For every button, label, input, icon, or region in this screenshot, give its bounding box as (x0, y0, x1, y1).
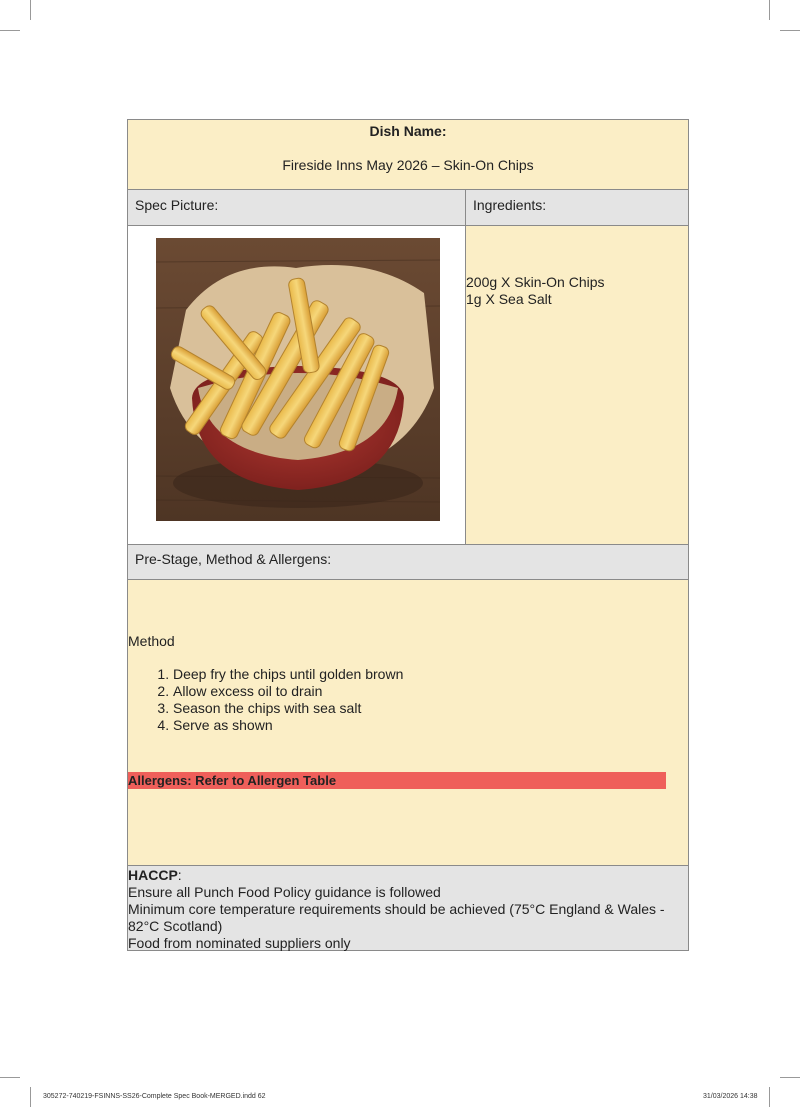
ingredient-line: 1g X Sea Salt (466, 291, 552, 307)
spec-picture-cell (128, 226, 466, 544)
method-step: 1. Deep fry the chips until golden brown (173, 666, 403, 683)
spec-sheet-table (127, 119, 689, 951)
prestage-header: Pre-Stage, Method & Allergens: (128, 545, 688, 580)
ingredients-cell (466, 226, 688, 544)
crop-mark (769, 0, 770, 20)
dish-name-label: Dish Name: (369, 123, 447, 139)
crop-mark (0, 1077, 20, 1078)
ingredients-header: Ingredients: (473, 197, 547, 213)
picture-ingredients-row (128, 226, 688, 545)
footer-timestamp: 31/03/2026 14:38 (703, 1093, 758, 1100)
haccp-section (128, 866, 688, 950)
skin-on-chips-photo (156, 238, 440, 521)
allergens-banner: Allergens: Refer to Allergen Table (128, 772, 666, 789)
crop-mark (30, 1087, 31, 1107)
method-steps (128, 666, 403, 734)
column-headers (128, 190, 688, 226)
crop-mark (780, 30, 800, 31)
method-label: Method (128, 633, 175, 649)
crop-mark (769, 1087, 770, 1107)
dish-name-value: Fireside Inns May 2026 – Skin-On Chips (282, 157, 534, 173)
spec-picture-header: Spec Picture: (128, 190, 466, 225)
footer-file-info: 305272-740219-FSINNS-SS26-Complete Spec Book-MERGED.indd 62 (43, 1093, 266, 1100)
haccp-line: Food from nominated suppliers only (128, 935, 351, 951)
haccp-line: Ensure all Punch Food Policy guidance is followed (128, 884, 441, 900)
method-step: 2. Allow excess oil to drain (173, 683, 403, 700)
haccp-title: HACCP (128, 867, 178, 883)
haccp-colon: : (177, 867, 182, 883)
dish-name-section (128, 120, 688, 190)
haccp-line: Minimum core temperature requirements should be achieved (75°C England & Wales - 82°C Scotland) (128, 901, 665, 934)
ingredient-line: 200g X Skin-On Chips (466, 274, 605, 290)
crop-mark (30, 0, 31, 20)
method-step: 4. Serve as shown (173, 717, 403, 734)
method-section (128, 580, 688, 866)
crop-mark (780, 1077, 800, 1078)
crop-mark (0, 30, 20, 31)
method-step: 3. Season the chips with sea salt (173, 700, 403, 717)
